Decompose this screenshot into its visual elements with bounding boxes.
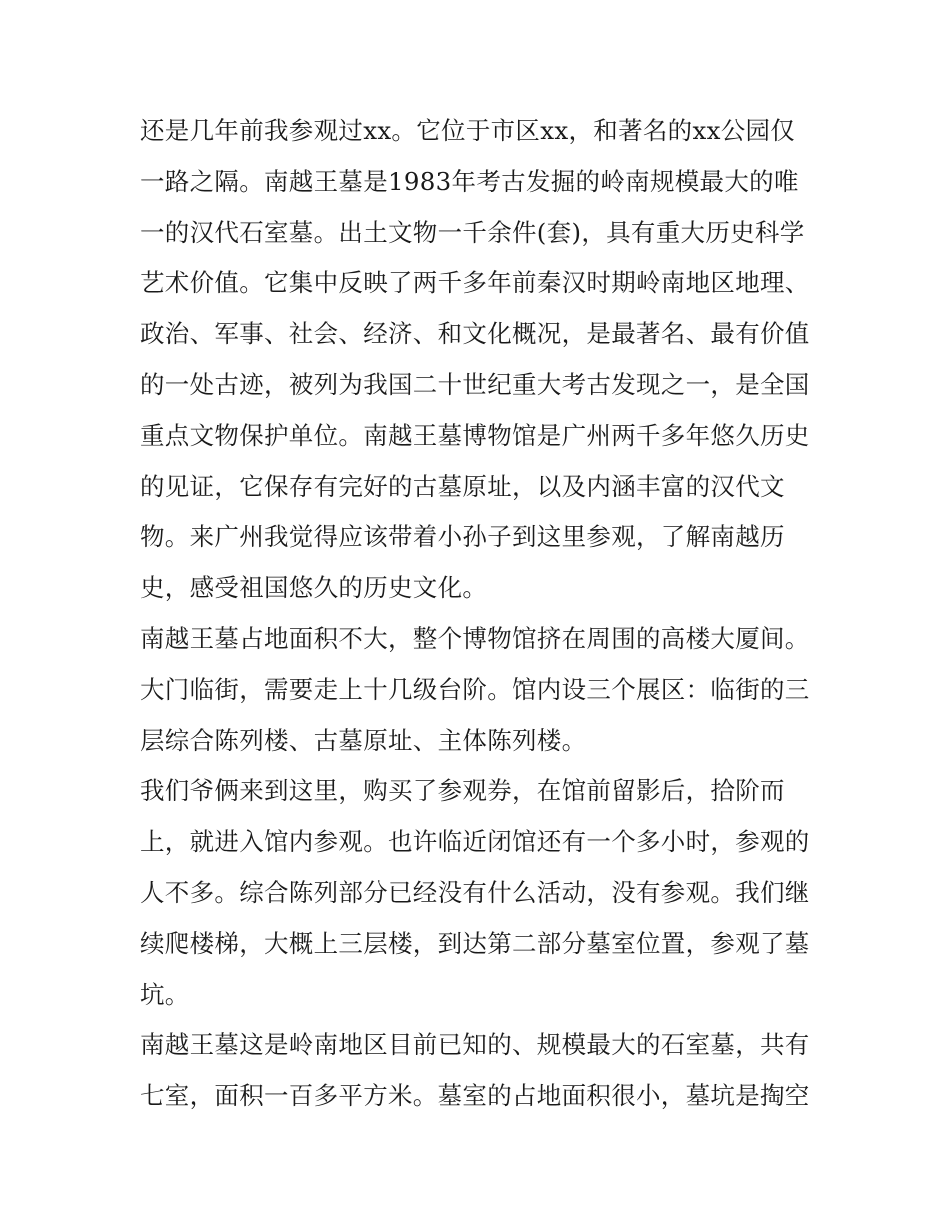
text-line: 艺术价值。它集中反映了两千多年前秦汉时期岭南地区地理、: [140, 268, 810, 298]
text-line: 政治、军事、社会、经济、和文化概况，是最著名、最有价值: [140, 319, 810, 349]
text-line: 一路之隔。南越王墓是1983年考古发掘的岭南规模最大的唯: [140, 166, 799, 196]
text-line: 坑。: [140, 979, 190, 1009]
document-body-text: [140, 106, 820, 1122]
text-line: 史，感受祖国悠久的历史文化。: [140, 573, 488, 603]
text-line: 还是几年前我参观过xx。它位于市区xx，和著名的xx公园仅: [140, 116, 796, 145]
text-line: 续爬楼梯，大概上三层楼，到达第二部分墓室位置，参观了墓: [140, 928, 810, 958]
text-line: 人不多。综合陈列部分已经没有什么活动，没有参观。我们继: [140, 877, 810, 907]
text-line: 大门临街，需要走上十几级台阶。馆内设三个展区：临街的三: [140, 674, 810, 704]
text-line: 物。来广州我觉得应该带着小孙子到这里参观，了解南越历: [140, 522, 785, 552]
text-line: 七室，面积一百多平方米。墓室的占地面积很小，墓坑是掏空: [140, 1081, 810, 1111]
text-line: 的一处古迹，被列为我国二十世纪重大考古发现之一，是全国: [140, 369, 810, 399]
text-line: 南越王墓这是岭南地区目前已知的、规模最大的石室墓，共有: [140, 1030, 810, 1060]
text-line: 上，就进入馆内参观。也许临近闭馆还有一个多小时，参观的: [140, 827, 810, 857]
text-line: 我们爷俩来到这里，购买了参观券，在馆前留影后，拾阶而: [140, 776, 785, 806]
text-line: 一的汉代石室墓。出土文物一千余件(套)，具有重大历史科学: [140, 217, 805, 247]
text-line: 南越王墓占地面积不大，整个博物馆挤在周围的高楼大厦间。: [140, 623, 810, 653]
text-line: 的见证，它保存有完好的古墓原址，以及内涵丰富的汉代文: [140, 471, 785, 501]
text-line: 重点文物保护单位。南越王墓博物馆是广州两千多年悠久历史: [140, 420, 810, 450]
text-line: 层综合陈列楼、古墓原址、主体陈列楼。: [140, 725, 587, 755]
